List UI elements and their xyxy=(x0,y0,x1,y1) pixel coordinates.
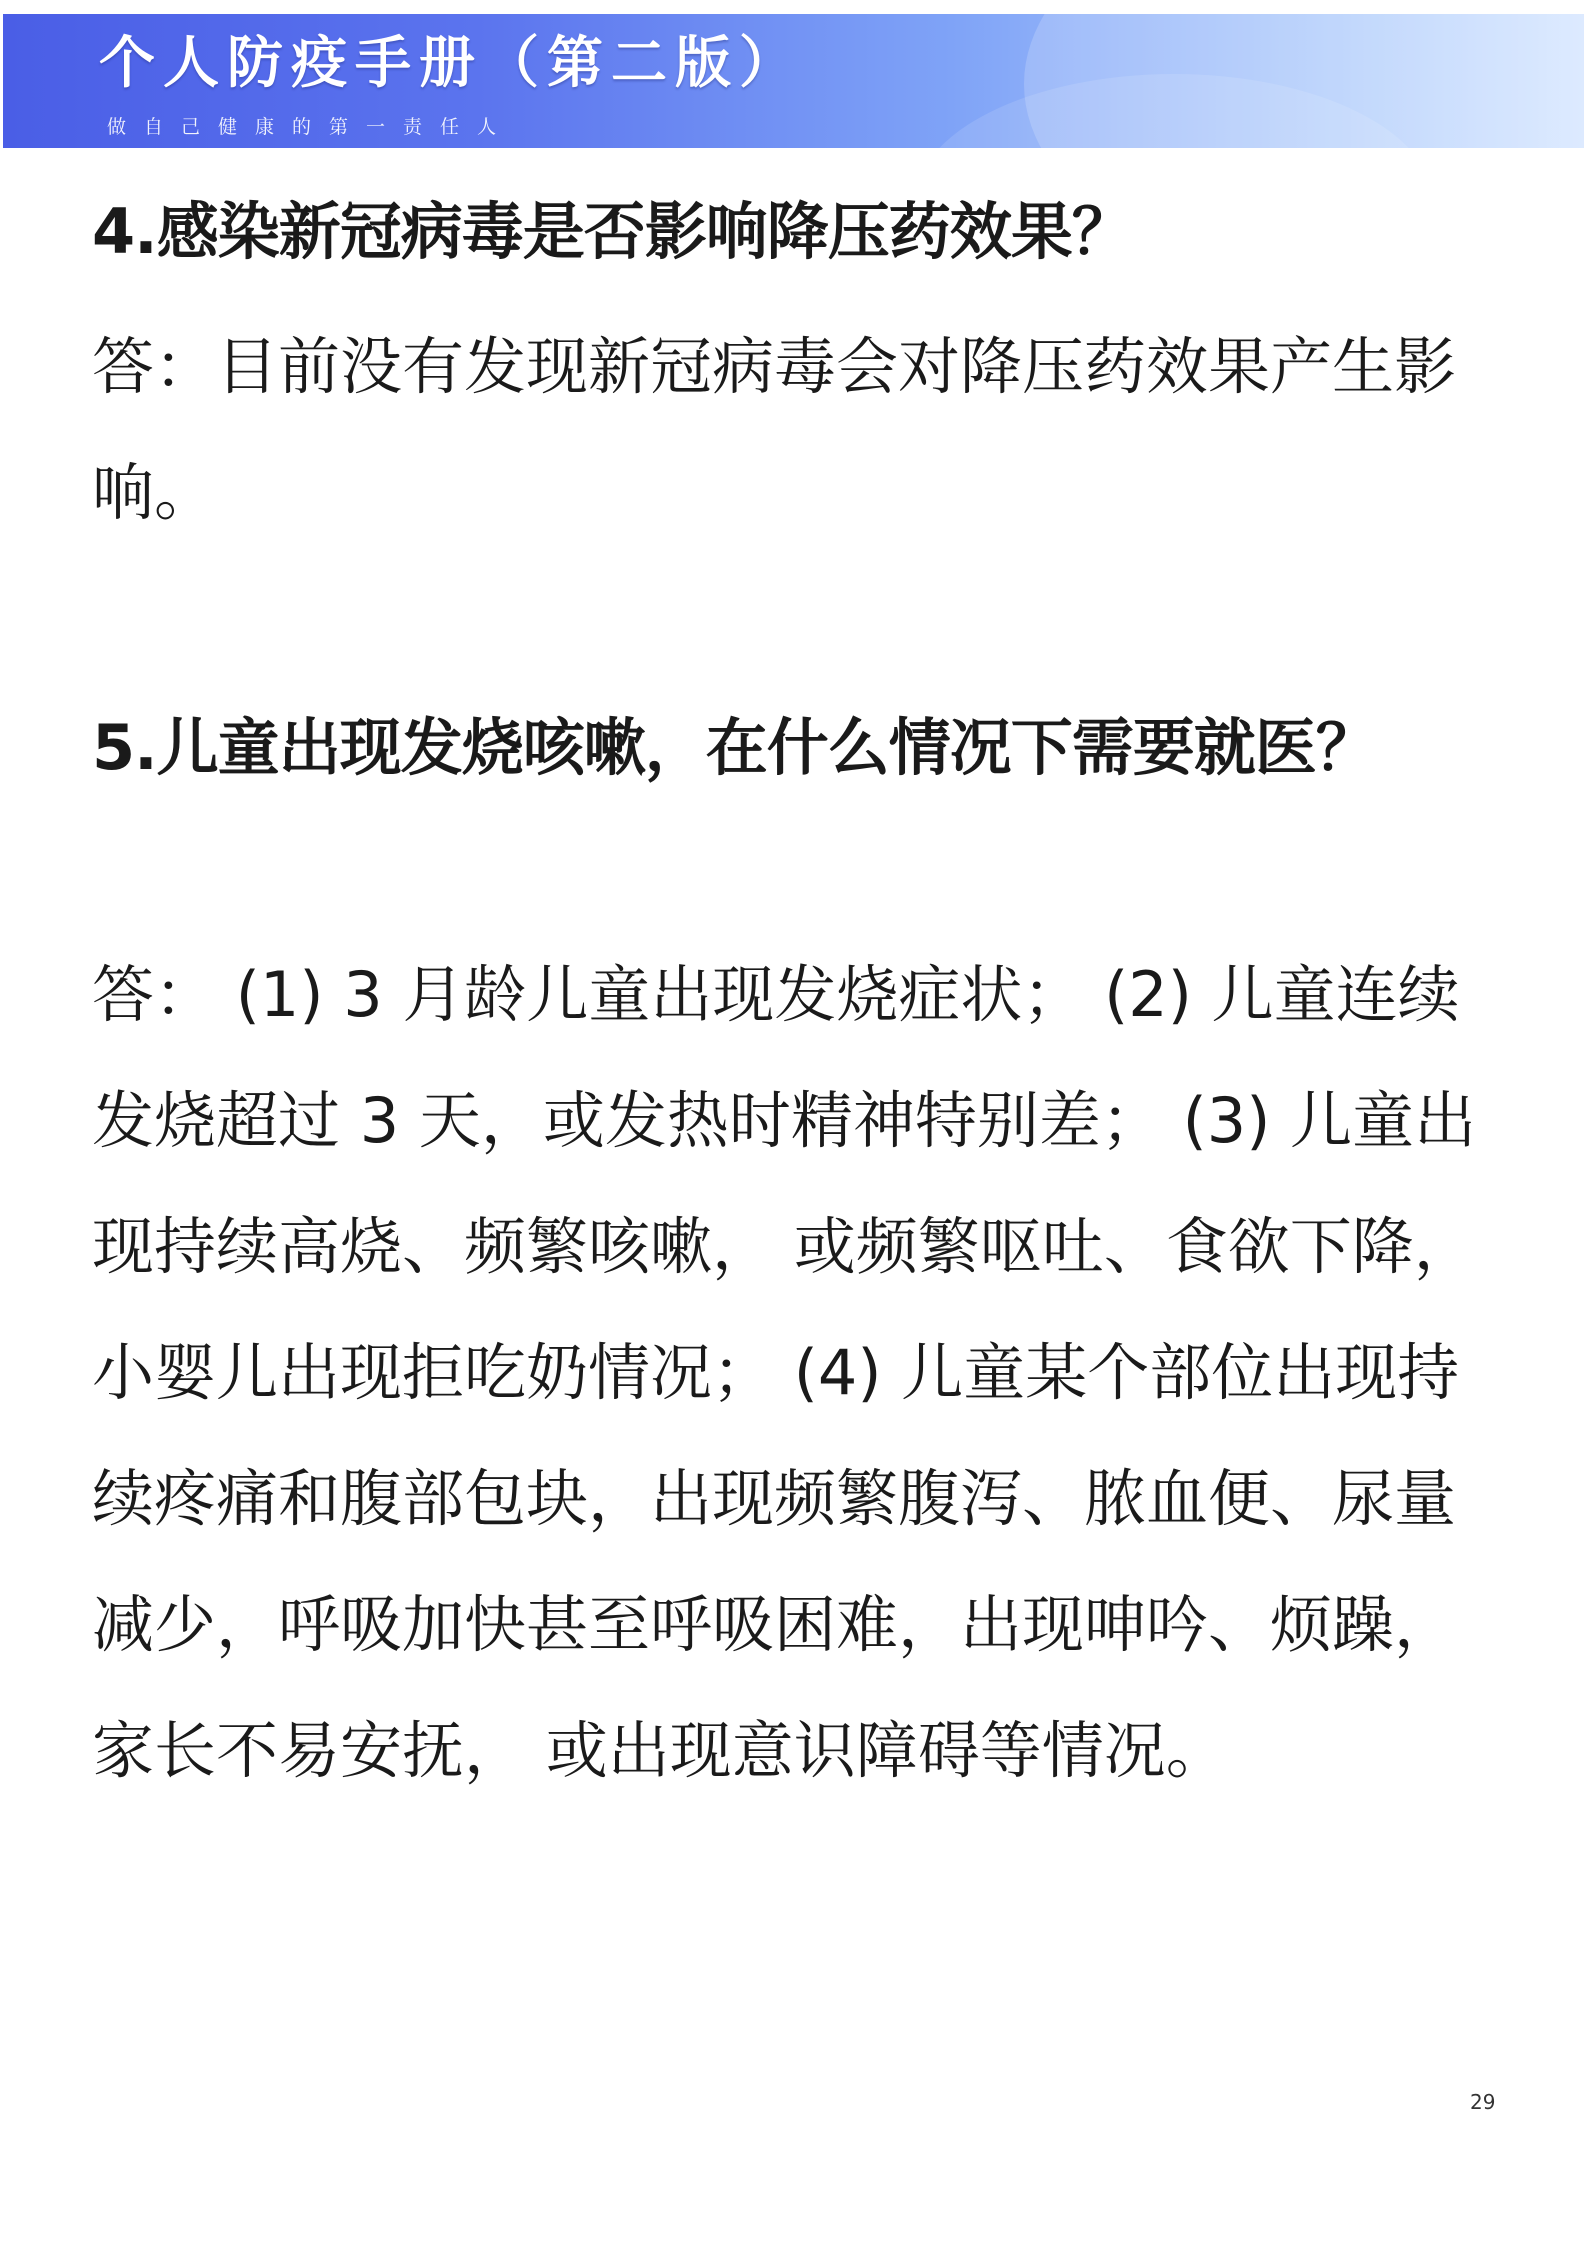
document-title: 个人防疫手册（第二版） xyxy=(99,31,803,96)
page-number: 29 xyxy=(1470,2090,1496,2114)
answer-5: 答： (1) 3 月龄儿童出现发烧症状； (2) 儿童连续发烧超过 3 天，或发热时精神特别差； (3) 儿童出现持续高烧、频繁咳嗽， 或频繁呕吐、食欲下降， 小婴儿出现拒吃奶情况； (4) 儿童某个部位出现持续疼痛和腹部包块，出现频繁腹泻、脓血便、尿量减少，呼吸加快甚至呼吸困难，出现呻吟、烦躁，家长不易安抚， 或出现意识障碍等情况。 xyxy=(92,958,1477,1787)
question-4: 4.感染新冠病毒是否影响降压药效果？ xyxy=(92,195,1133,268)
header-banner xyxy=(3,14,1584,148)
question-5: 5.儿童出现发烧咳嗽，在什么情况下需要就医？ xyxy=(92,711,1377,784)
document-subtitle: 做自己健康的第一责任人 xyxy=(107,116,515,138)
answer-4: 答：目前没有发现新冠病毒会对降压药效果产生影响。 xyxy=(92,330,1457,529)
